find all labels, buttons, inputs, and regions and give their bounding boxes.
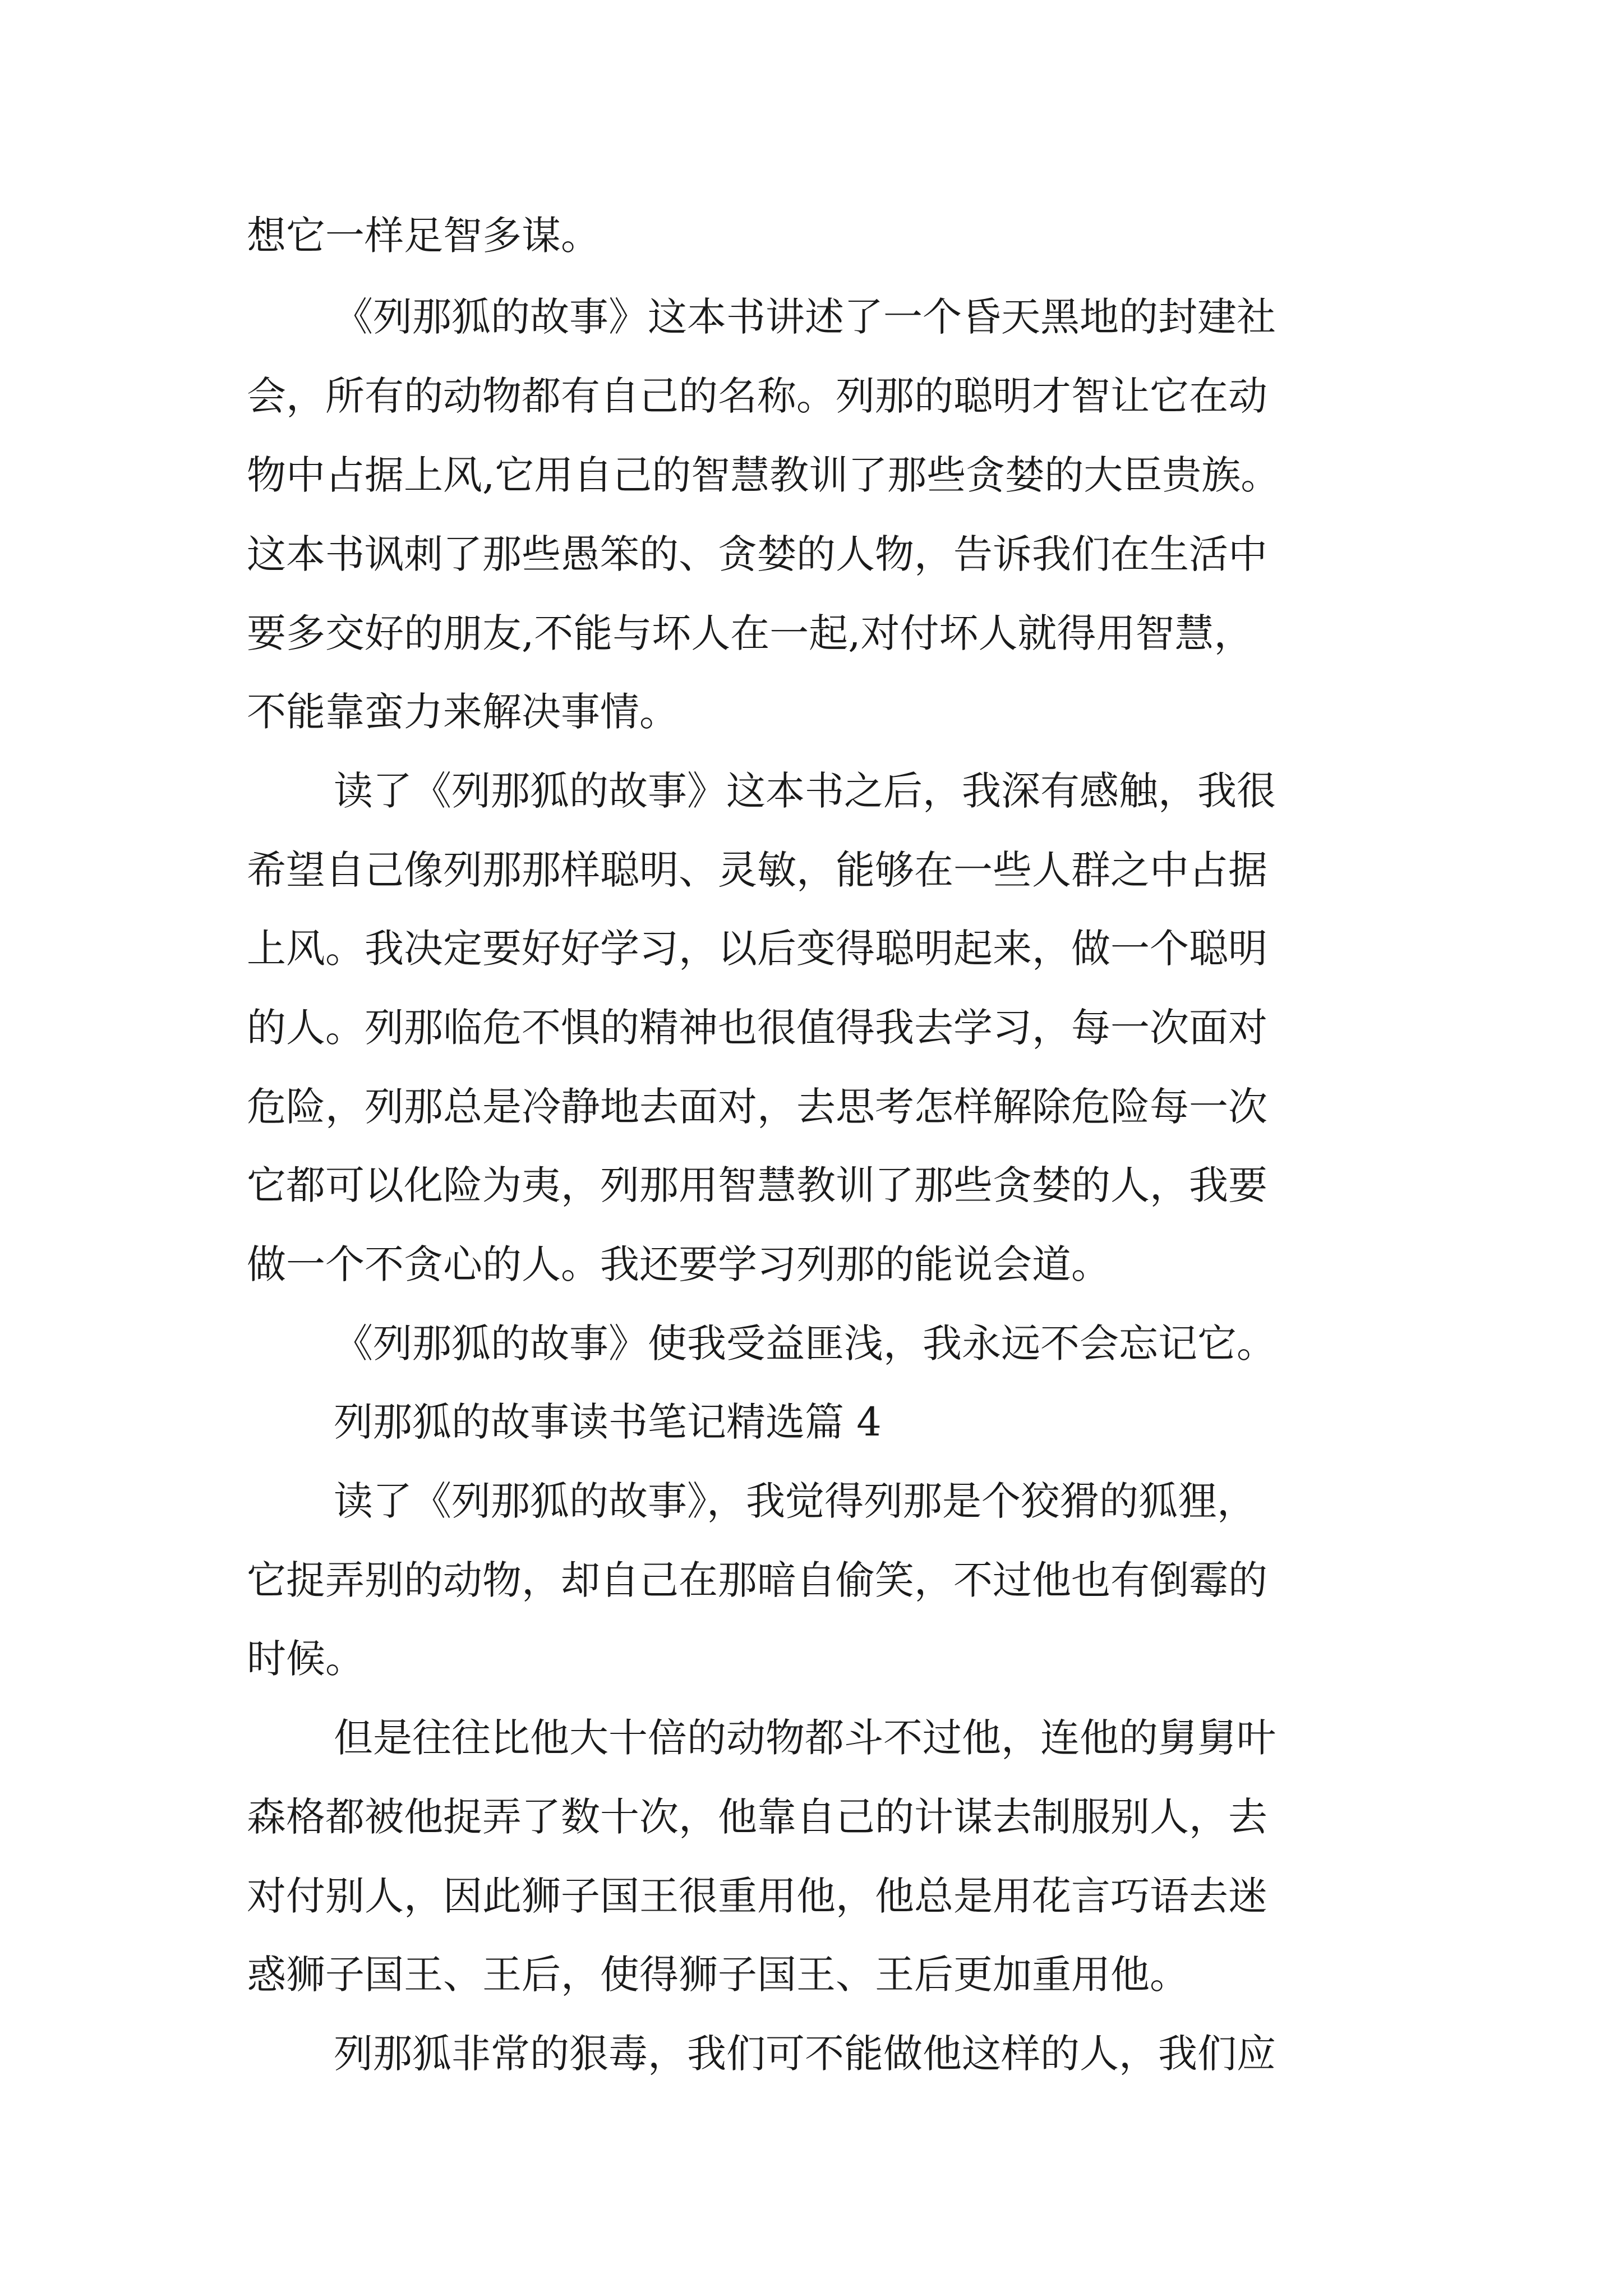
text-line: 上风。我决定要好好学习，以后变得聪明起来，做一个聪明 (247, 926, 1267, 972)
text-line: 森格都被他捉弄了数十次，他靠自己的计谋去制服别人，去 (247, 1794, 1267, 1840)
text-line: 想它一样足智多谋。 (247, 213, 600, 259)
text-line: 它都可以化险为夷，列那用智慧教训了那些贪婪的人，我要 (247, 1162, 1267, 1208)
text-line: 时候。 (247, 1636, 365, 1682)
text-line: 要多交好的朋友,不能与坏人在一起,对付坏人就得用智慧， (247, 610, 1253, 656)
text-line: 做一个不贪心的人。我还要学习列那的能说会道。 (247, 1241, 1110, 1287)
text-line: 这本书讽刺了那些愚笨的、贪婪的人物，告诉我们在生活中 (247, 531, 1267, 577)
paragraph-line: 读了《列那狐的故事》这本书之后，我深有感触，我很 (334, 768, 1276, 814)
text-line: 对付别人，因此狮子国王很重用他，他总是用花言巧语去迷 (247, 1873, 1267, 1919)
paragraph-line: 读了《列那狐的故事》，我觉得列那是个狡猾的狐狸， (334, 1478, 1256, 1524)
paragraph-line: 列那狐非常的狠毒，我们可不能做他这样的人，我们应 (334, 2031, 1276, 2077)
text-line: 它捉弄别的动物，却自己在那暗自偷笑，不过他也有倒霉的 (247, 1557, 1267, 1603)
text-line: 希望自己像列那那样聪明、灵敏，能够在一些人群之中占据 (247, 847, 1267, 893)
text-line: 会，所有的动物都有自己的名称。列那的聪明才智让它在动 (247, 373, 1267, 419)
paragraph-line: 《列那狐的故事》这本书讲述了一个昏天黑地的封建社 (334, 294, 1276, 340)
text-line: 危险，列那总是冷静地去面对，去思考怎样解除危险每一次 (247, 1084, 1267, 1130)
text-line: 物中占据上风,它用自己的智慧教训了那些贪婪的大臣贵族。 (247, 452, 1280, 498)
paragraph-line: 《列那狐的故事》使我受益匪浅，我永远不会忘记它。 (334, 1320, 1276, 1366)
section-heading: 列那狐的故事读书笔记精选篇 4 (334, 1399, 882, 1445)
text-line: 不能靠蛮力来解决事情。 (247, 689, 679, 735)
text-line: 惑狮子国王、王后，使得狮子国王、王后更加重用他。 (247, 1952, 1189, 1998)
text-line: 的人。列那临危不惧的精神也很值得我去学习，每一次面对 (247, 1005, 1267, 1051)
paragraph-line: 但是往往比他大十倍的动物都斗不过他，连他的舅舅叶 (334, 1715, 1276, 1761)
